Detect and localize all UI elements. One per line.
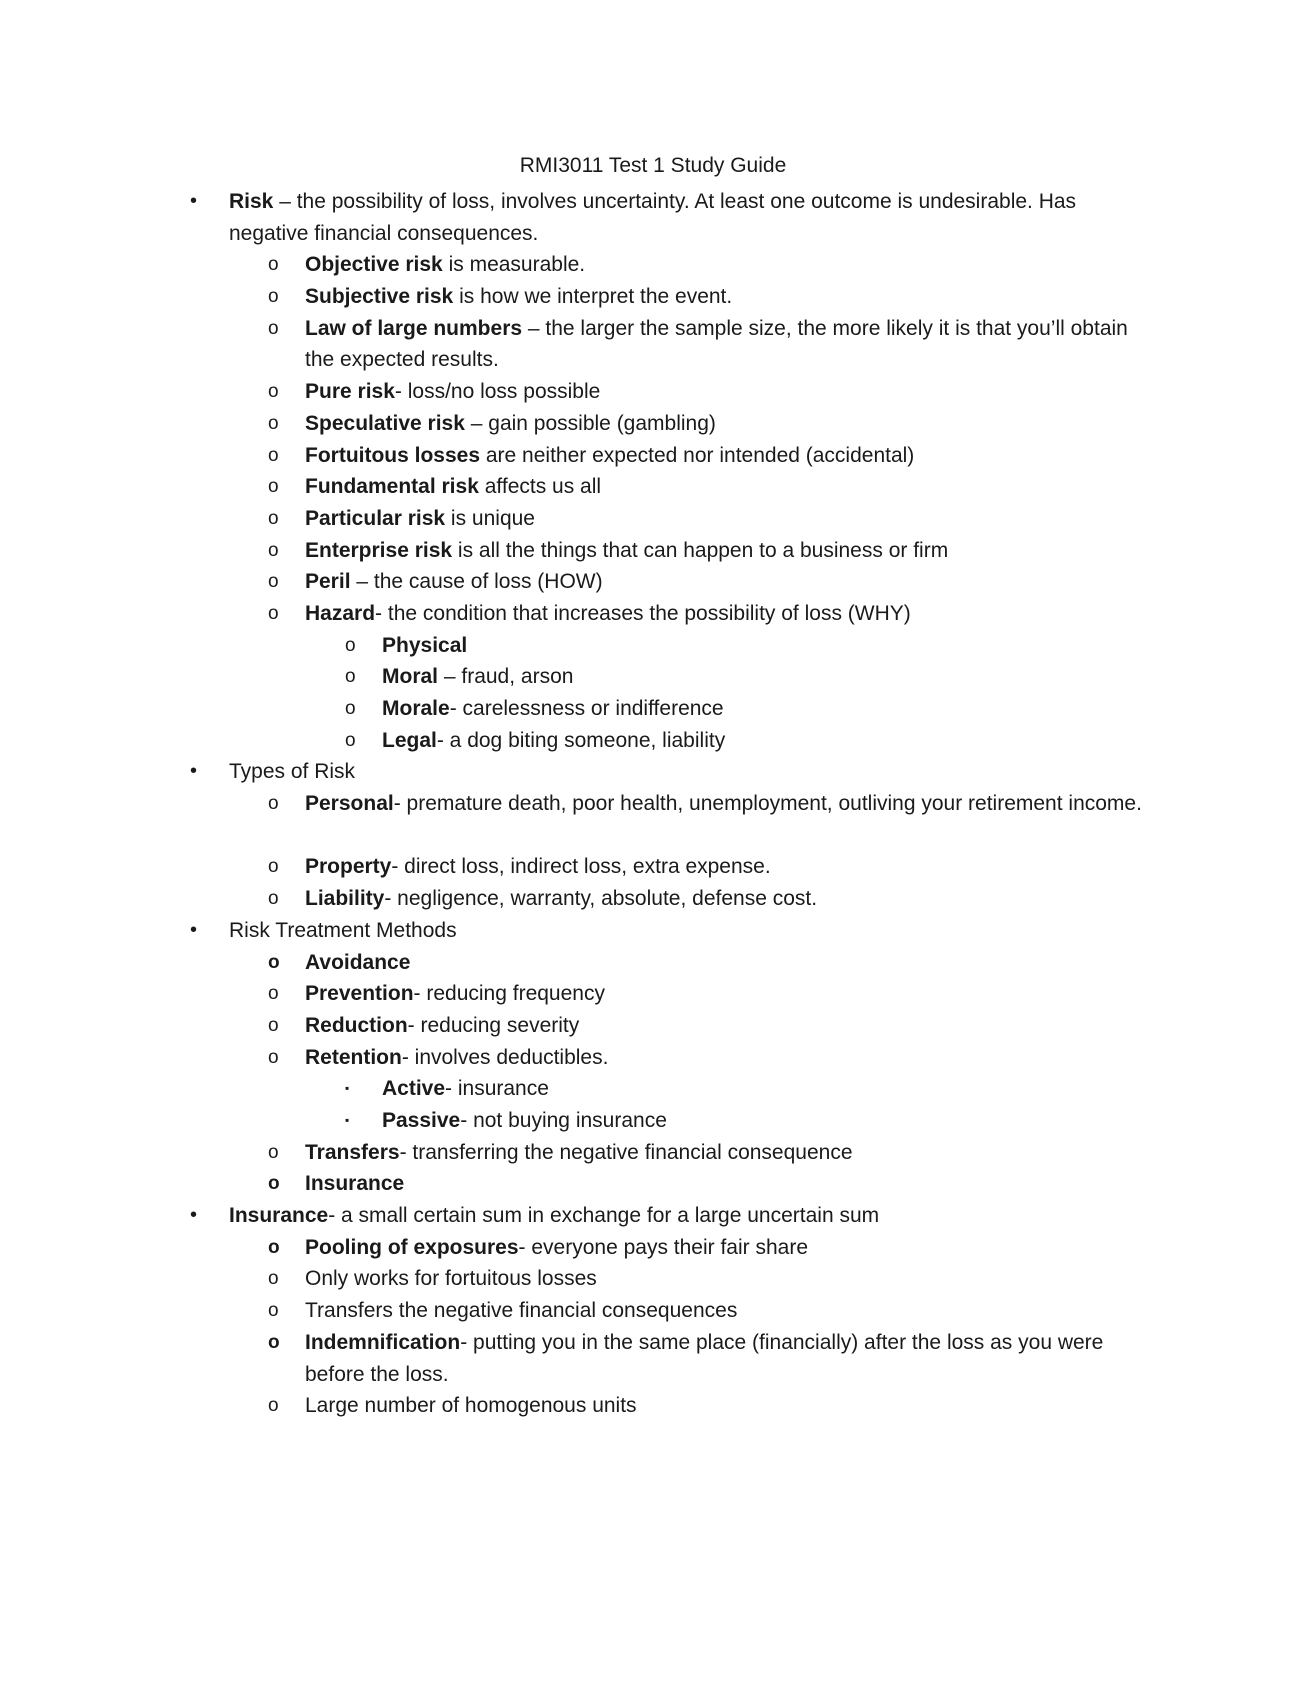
circle-bullet-icon: o xyxy=(268,856,279,878)
square-bullet-icon: ▪ xyxy=(345,1112,350,1127)
bullet-icon: • xyxy=(190,190,198,212)
circle-bullet-icon: o xyxy=(268,793,279,815)
circle-bullet-icon: o xyxy=(268,317,279,339)
term: Legal xyxy=(382,728,437,752)
definition: - involves deductibles. xyxy=(401,1045,609,1069)
circle-bullet-icon: o xyxy=(268,286,279,308)
definition: - negligence, warranty, absolute, defense cost. xyxy=(384,887,818,911)
list-item-text xyxy=(305,535,1145,567)
list-item-level-2 xyxy=(0,1010,1306,1042)
list-item-level-2 xyxy=(0,1390,1306,1422)
term: Morale xyxy=(382,697,450,721)
list-item-text xyxy=(305,376,1145,408)
term: Reduction xyxy=(305,1013,408,1037)
list-item-text xyxy=(305,440,1145,472)
circle-bullet-icon: o xyxy=(268,1331,280,1353)
term: Fundamental risk xyxy=(305,475,479,499)
circle-bullet-icon: o xyxy=(268,1268,279,1290)
circle-bullet-icon: o xyxy=(268,539,279,561)
term: Pooling of exposures xyxy=(305,1235,519,1259)
list-item-level-2 xyxy=(0,1168,1306,1200)
definition: - a small certain sum in exchange for a large uncertain sum xyxy=(328,1204,880,1228)
term: Risk xyxy=(229,190,274,213)
definition: - a dog biting someone, liability xyxy=(436,728,726,752)
list-item-level-2 xyxy=(0,1042,1306,1074)
circle-bullet-icon: o xyxy=(268,1300,279,1322)
circle-bullet-icon: o xyxy=(345,729,356,751)
list-item-text xyxy=(305,978,1145,1010)
circle-bullet-icon: o xyxy=(268,254,279,276)
list-item-text xyxy=(305,471,1145,503)
list-item-text xyxy=(305,408,1145,440)
definition: is all the things that can happen to a business or firm xyxy=(452,538,949,562)
bullet-icon: • xyxy=(190,760,198,783)
list-item-level-2 xyxy=(0,566,1306,598)
list-item-text xyxy=(305,1042,1145,1074)
list-item-text xyxy=(382,725,1142,757)
circle-bullet-icon: o xyxy=(268,1014,279,1036)
list-item-text xyxy=(305,281,1145,313)
term: Pure risk xyxy=(305,380,395,404)
term: Speculative risk xyxy=(305,411,465,435)
list-item-text xyxy=(305,566,1145,598)
list-item-level-2 xyxy=(0,1295,1306,1327)
definition: - reducing frequency xyxy=(413,982,605,1006)
list-item-level-2 xyxy=(0,851,1306,883)
list-item-text xyxy=(305,883,1145,915)
circle-bullet-icon: o xyxy=(268,1046,279,1068)
list-item-text xyxy=(305,1295,1145,1327)
term: Law of large numbers xyxy=(305,316,523,340)
circle-bullet-icon: o xyxy=(268,571,279,593)
circle-bullet-icon: o xyxy=(268,1236,280,1258)
list-item-level-3 xyxy=(0,1105,1306,1137)
list-item-text xyxy=(382,630,1142,662)
list-item-text xyxy=(305,788,1145,820)
circle-bullet-icon: o xyxy=(268,444,279,466)
list-item-level-2 xyxy=(0,598,1306,630)
circle-bullet-icon: o xyxy=(268,602,279,624)
circle-bullet-icon: o xyxy=(268,951,280,973)
definition: Types of Risk xyxy=(229,760,356,784)
term: Physical xyxy=(382,633,468,657)
definition: - direct loss, indirect loss, extra expense. xyxy=(391,855,771,879)
term: Subjective risk xyxy=(305,285,454,309)
circle-bullet-icon: o xyxy=(345,666,356,688)
definition: Only works for fortuitous losses xyxy=(305,1267,597,1291)
list-item-text xyxy=(305,313,1145,376)
definition: Large number of homogenous units xyxy=(305,1394,637,1418)
list-item-level-2 xyxy=(0,408,1306,440)
definition: - loss/no loss possible xyxy=(394,380,601,404)
definition: - transferring the negative financial consequence xyxy=(399,1140,853,1164)
definition: is unique xyxy=(445,506,535,530)
term: Personal xyxy=(305,792,394,816)
circle-bullet-icon: o xyxy=(268,1395,279,1417)
list-item-text xyxy=(305,947,1145,979)
definition: – fraud, arson xyxy=(438,665,574,689)
term: Particular risk xyxy=(305,506,446,530)
list-item-text xyxy=(305,1390,1145,1422)
definition: – gain possible (gambling) xyxy=(464,411,716,435)
document-title: RMI3011 Test 1 Study Guide xyxy=(519,154,787,177)
term: Liability xyxy=(305,887,385,911)
list-item-text xyxy=(305,1137,1145,1169)
list-item-level-2 xyxy=(0,440,1306,472)
definition: is how we interpret the event. xyxy=(453,285,733,309)
definition: Risk Treatment Methods xyxy=(229,918,457,942)
term: Passive xyxy=(382,1108,461,1132)
circle-bullet-icon: o xyxy=(268,507,279,529)
list-item-level-2 xyxy=(0,249,1306,281)
term: Retention xyxy=(305,1045,402,1069)
list-item-text xyxy=(305,249,1145,281)
definition: - putting you in the same place (financially) after the loss as you were before the loss. xyxy=(305,1330,1104,1386)
list-item-level-1 xyxy=(0,756,1306,788)
definition: - premature death, poor health, unemployment, outliving your retirement income. xyxy=(393,792,1142,816)
definition: - carelessness or indifference xyxy=(449,697,724,721)
list-item-text xyxy=(305,1263,1145,1295)
list-item-text xyxy=(305,598,1145,630)
definition: are neither expected nor intended (accidental) xyxy=(480,443,915,467)
list-item-level-3 xyxy=(0,661,1306,693)
list-item-text xyxy=(382,693,1142,725)
list-item-text xyxy=(229,756,1099,788)
list-item-text xyxy=(229,915,1099,947)
term: Indemnification xyxy=(305,1330,461,1354)
list-item-text xyxy=(229,1200,1099,1232)
list-item-text xyxy=(305,1168,1145,1200)
list-item-level-2 xyxy=(0,1232,1306,1264)
definition: - everyone pays their fair share xyxy=(518,1235,808,1259)
circle-bullet-icon: o xyxy=(268,476,279,498)
bullet-icon: • xyxy=(190,1204,198,1227)
circle-bullet-icon: o xyxy=(345,634,356,656)
list-item-level-1 xyxy=(0,186,1306,249)
term: Hazard xyxy=(305,601,376,625)
list-item-level-3 xyxy=(0,725,1306,757)
term: Fortuitous losses xyxy=(305,443,481,467)
list-item-level-2 xyxy=(0,503,1306,535)
definition: is measurable. xyxy=(442,253,586,277)
list-item-text xyxy=(382,661,1142,693)
circle-bullet-icon: o xyxy=(268,888,279,910)
list-item-level-2 xyxy=(0,1137,1306,1169)
list-item-level-2 xyxy=(0,471,1306,503)
definition: affects us all xyxy=(478,475,602,499)
circle-bullet-icon: o xyxy=(268,1141,279,1163)
list-item-text xyxy=(382,1073,1142,1105)
list-item-level-2 xyxy=(0,313,1306,376)
term: Insurance xyxy=(229,1204,329,1228)
circle-bullet-icon: o xyxy=(268,1173,280,1195)
list-item-level-2 xyxy=(0,947,1306,979)
list-item-text xyxy=(305,1010,1145,1042)
circle-bullet-icon: o xyxy=(345,698,356,720)
list-item-level-2 xyxy=(0,281,1306,313)
definition: - insurance xyxy=(445,1077,549,1101)
definition: - the condition that increases the possibility of loss (WHY) xyxy=(375,601,911,625)
list-item-level-2 xyxy=(0,1263,1306,1295)
definition: – the cause of loss (HOW) xyxy=(350,570,603,594)
definition: – the possibility of loss, involves uncertainty. At least one outcome is undesirable. Has negative financial consequences. xyxy=(229,190,1077,245)
term: Avoidance xyxy=(305,950,411,974)
list-item-text xyxy=(305,851,1145,883)
term: Objective risk xyxy=(305,253,443,277)
circle-bullet-icon: o xyxy=(268,412,279,434)
list-item-level-2 xyxy=(0,1327,1306,1390)
list-item-level-2 xyxy=(0,883,1306,915)
list-item-level-3 xyxy=(0,630,1306,662)
definition: – the larger the sample size, the more likely it is that you’ll obtain the expected results. xyxy=(305,316,1128,372)
list-item-level-1 xyxy=(0,1200,1306,1232)
term: Property xyxy=(305,855,392,879)
bullet-icon: • xyxy=(190,918,198,941)
term: Moral xyxy=(382,665,439,689)
list-item-level-2 xyxy=(0,535,1306,567)
definition: Transfers the negative financial consequences xyxy=(305,1299,738,1323)
circle-bullet-icon: o xyxy=(268,381,279,403)
list-item-level-3 xyxy=(0,693,1306,725)
list-item-text xyxy=(382,1105,1142,1137)
term: Prevention xyxy=(305,982,414,1006)
definition: - reducing severity xyxy=(407,1013,580,1037)
list-item-level-1 xyxy=(0,915,1306,947)
square-bullet-icon: ▪ xyxy=(345,1081,350,1096)
term: Enterprise risk xyxy=(305,538,453,562)
term: Transfers xyxy=(305,1140,400,1164)
list-item-level-3 xyxy=(0,1073,1306,1105)
term: Active xyxy=(382,1077,446,1101)
list-item-level-2 xyxy=(0,978,1306,1010)
list-item-level-2 xyxy=(0,788,1306,851)
list-item-text xyxy=(305,1327,1145,1390)
term: Peril xyxy=(305,570,351,594)
list-item-level-2 xyxy=(0,376,1306,408)
list-item-text xyxy=(229,186,1099,249)
study-guide-list xyxy=(0,186,1306,1422)
list-item-text xyxy=(305,1232,1145,1264)
term: Insurance xyxy=(305,1172,405,1196)
list-item-text xyxy=(305,503,1145,535)
definition: - not buying insurance xyxy=(460,1108,667,1132)
circle-bullet-icon: o xyxy=(268,983,279,1005)
